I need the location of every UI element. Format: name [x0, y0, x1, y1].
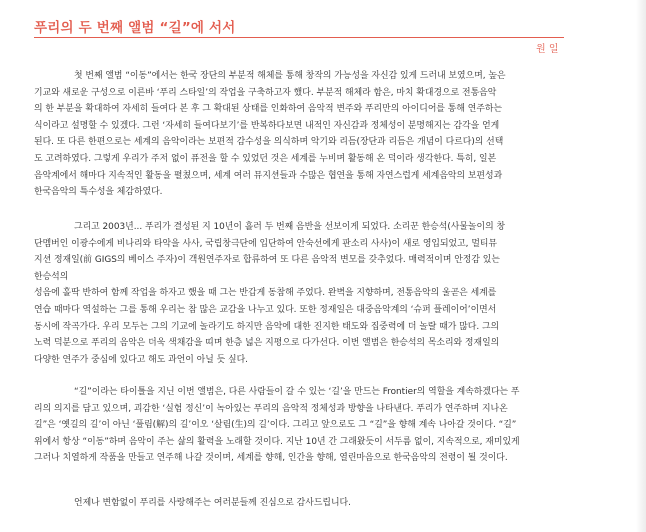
text-line: 리의 의지를 담고 있으며, 괴감한 ‘실험 정신’이 녹아있는 푸리의 음악적 정체성과 방향을 나타낸다. 푸리가 연주하며 지나온 — [34, 403, 508, 414]
paragraph-2 — [34, 219, 600, 368]
paragraph-1 — [34, 68, 600, 201]
text-line: 음악계에서 해마다 지속적인 활동을 펼쳤으며, 세계 여러 뮤지션들과 수많은 협연을 통해 자연스럽게 세계음악의 보편성과 — [34, 170, 503, 181]
title-divider — [34, 37, 564, 38]
text-line: 그리고 2003년... 푸리가 결성된 지 10년이 흘러 두 번째 음반을 선보이게 되었다. 소리꾼 한승석(사물놀이의 창 — [74, 222, 506, 232]
text-line: 단멤버인 이광수에게 비나리와 타악을 사사, 국립창극단에 입단하여 안숙선에게 판소리 사사)이 새로 영입되었고, 멀티뮤 — [34, 238, 498, 249]
text-line: 다양한 연주가 중심에 있다고 해도 과언이 아닐 듯 싶다. — [34, 354, 248, 365]
text-line: 위에서 항상 “이동”하며 음악이 주는 삶의 활력을 노래할 것이다. 지난 10년 간 그래왔듯이 서두름 없이, 지속적으로, 재미있게 — [34, 436, 520, 447]
text-line: 기교와 새로운 구성으로 이른바 ‘푸리 스타일’의 작업을 구축하고자 했다. 부분적 해체라 함은, 마치 확대경으로 전통음악 — [34, 87, 497, 98]
text-line: 그러나 치열하게 작품을 만들고 연주해 나갈 것이며, 세계를 향해, 인간을 향해, 열린마음으로 한국음악의 전령이 될 것이다. — [34, 453, 508, 464]
text-line: 된다. 또 다른 한편으로는 세계의 음악이라는 보편적 감수성을 의식하며 악기와 리듬(장단과 리듬은 개념이 다르다)의 선택 — [34, 137, 504, 148]
text-line: “길”이라는 타이틀을 지닌 이번 앨범은, 다른 사람들이 갈 수 있는 ‘길’을 만드는 Frontier의 역할을 계속하겠다는 푸 — [74, 387, 520, 397]
text-line: 언제나 변함없이 푸리를 사랑해주는 여러분들께 진심으로 감사드립니다. — [74, 498, 351, 508]
text-line: 노력 덕분으로 푸리의 음악은 더욱 색채감을 띠며 한층 넓은 지평으로 다가선다. 이번 앨범은 한승석의 목소리와 정재일의 — [34, 338, 500, 349]
text-line: 연습 때마다 역설하는 그를 통해 우리는 참 많은 교감을 나누고 있다. 또한 정재일은 대중음악계의 ‘슈퍼 플레이어’이면서 — [34, 304, 497, 315]
text-line: 동시에 작곡가다. 우리 모두는 그의 기교에 놀라기도 하지만 음악에 대한 진지한 태도와 집중력에 더 놀랄 때가 많다. 그의 — [34, 321, 500, 332]
paragraph-3 — [34, 384, 600, 467]
text-line: 식이라고 설명할 수 있겠다. 그런 ‘자세히 들여다보기’를 반복하다보면 내적인 자신감과 정체성이 분명해지는 감각을 얻게 — [34, 120, 500, 131]
text-line: 길”은 ‘옛길의 길’이 아닌 ‘풀림(解)의 길’이오 ‘살림(生)의 길’이다. 그리고 앞으로도 그 “길”을 향해 계속 나아갈 것이다. “길” — [34, 420, 517, 431]
text-line: 성음에 홀딱 반하여 함께 작업을 하자고 했을 때 그는 반갑게 동참해 주었다. 완벽을 지향하며, 전통음악의 울곧은 세계를 — [34, 288, 497, 299]
text-line: 한승석의 — [34, 271, 69, 282]
paragraph-4 — [34, 495, 600, 512]
text-line: 지션 정재일(前 GIGS의 베이스 주자)이 객원연주자로 합류하여 또 다른 음악적 변모를 갖추었다. 매력적이며 안정감 있는 — [34, 255, 500, 266]
article-title: 푸리의 두 번째 앨범 “길”에 서서 — [34, 20, 236, 36]
text-line: 한국음악의 특수성을 체감하였다. — [34, 187, 163, 198]
text-line: 첫 번째 앨범 “이동”에서는 한국 장단의 부분적 해체를 통해 창작의 가능성을 자신감 있게 드러내 보였으며, 높은 — [74, 71, 506, 81]
page-edge-shadow — [636, 0, 646, 532]
text-line: 도 고려하였다. 그렇게 우리가 주저 없이 퓨전을 할 수 있었던 것은 세계를 누비며 활동해 온 덕이라 생각한다. 특히, 일본 — [34, 153, 497, 164]
article-author: 원 일 — [536, 44, 559, 55]
text-line: 의 한 부분을 확대하여 자세히 들여다 본 후 그 확대된 상태를 인화하여 음악적 변주와 푸리만의 아이디어를 통해 연주하는 — [34, 104, 503, 115]
